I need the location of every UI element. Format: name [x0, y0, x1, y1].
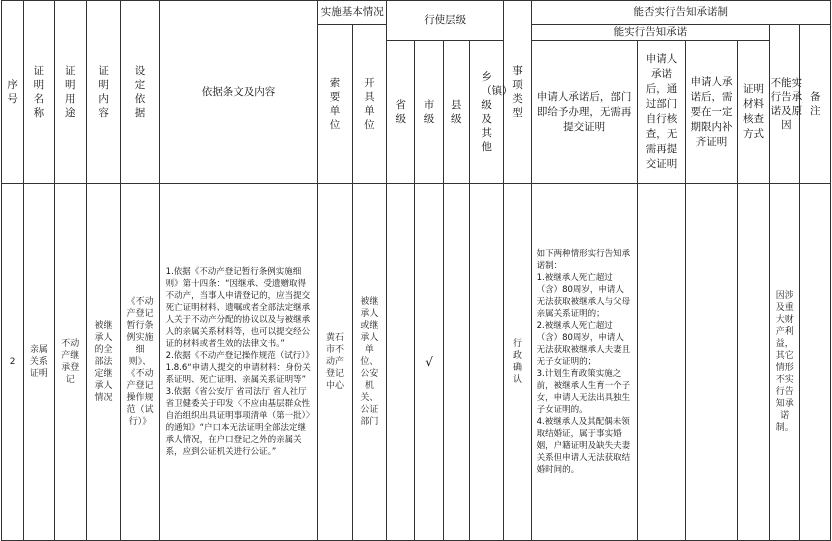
cell-level-county — [443, 184, 469, 541]
header-level-township: 乡（镇）级及其他 — [469, 41, 503, 184]
cell-opt3 — [686, 184, 738, 541]
cell-opt4 — [737, 184, 769, 541]
header-seq: 序号 — [2, 1, 24, 184]
header-level-city: 市级 — [415, 41, 443, 184]
header-cert-content: 证明内容 — [86, 1, 120, 184]
cell-seq: 2 — [2, 184, 24, 541]
header-level-county: 县级 — [443, 41, 469, 184]
header-can-commit: 能实行告知承诺 — [531, 25, 770, 41]
cell-opt2 — [637, 184, 686, 541]
header-opt1: 申请人承诺后，部门即给予办理，无需再提交证明 — [531, 41, 637, 184]
header-impl-group: 实施基本情况 — [318, 1, 387, 25]
header-opt2: 申请人承诺后，通过部门自行核查，无需再提交证明 — [637, 41, 686, 184]
cell-level-township — [469, 184, 503, 541]
cell-level-province — [387, 184, 415, 541]
header-level-group: 行使层级 — [387, 1, 504, 41]
cell-level-city: √ — [415, 184, 443, 541]
header-opt4: 证明材料核查方式 — [737, 41, 769, 184]
header-remark: 备注 — [800, 25, 831, 184]
header-cannot: 不能实行告承诺及原因 — [770, 25, 800, 184]
header-request-unit: 索要单位 — [318, 25, 352, 184]
cell-basis-text: 1.依据《不动产登记暂行条例实施细则》第十四条：“因继承、受遗赠取得不动产，当事人申请登记的，应当提交死亡证明材料、遗嘱或者全部法定继承人关于不动产分配的协议以及与被继承人的亲属关系材料等，也可以提交经公证的材料或者生效的法律文书。” 2.依据《不动产登记操作规范（试行）》1.8.6“申请人提交的申请材料：身份关系证明、死亡证明、亲属关系证明等” 3.依据《省公安厅 省司法厅 省人社厅 省卫健委关于印发〈不应由基层群众性自治组织出具证明事项清单（第一批）〉的通知》“户口本无法证明全部法定继承人情况，在户口登记之外的亲属关系，应到公证机关进行公证。” — [159, 184, 318, 541]
header-cert-use: 证明用途 — [54, 1, 86, 184]
cell-cert-content: 被继承人的全部法定继承人情况 — [86, 184, 120, 541]
header-basis-text: 依据条文及内容 — [159, 1, 318, 184]
cell-basis-setting: 《不动产登记暂行条例实施细则》、《不动产登记操作规范（试行）》 — [121, 184, 159, 541]
cell-issue-unit: 被继承人或继承人单位、公安机关、公证部门 — [352, 184, 386, 541]
table-row — [2, 184, 831, 541]
header-opt3: 申请人承诺后，需要在一定期限内补齐证明 — [686, 41, 738, 184]
cell-cert-use: 不动产继承登记 — [54, 184, 86, 541]
cell-item-type: 行政确认 — [504, 184, 531, 541]
header-commit-group: 能否实行告知承诺制 — [531, 1, 830, 25]
header-level-province: 省级 — [387, 41, 415, 184]
header-item-type: 事项类型 — [504, 1, 531, 184]
cell-request-unit: 黄石市不动产登记中心 — [318, 184, 352, 541]
header-cert-name: 证明名称 — [24, 1, 54, 184]
cell-remark — [800, 184, 831, 541]
header-basis-setting: 设定依据 — [121, 1, 159, 184]
header-issue-unit: 开具单位 — [352, 25, 386, 184]
cell-opt1: 如下两种情形实行告知承诺制： 1.被继承人死亡超过（含）80周岁，申请人无法获取被继承人与父母亲属关系证明的； 2.被继承人死亡超过（含）80周岁，申请人无法获取被继承人夫妻且无子女证明的； 3.计划生育政策实施之前，被继承人生育一个子女，申请人无法出具独生子女证明的。 4.被继承人及其配偶未领取结婚证，属于事实婚姻，户籍证明及缺失夫妻关系但申请人无法获取结婚时间的。 — [531, 184, 637, 541]
certificate-table — [1, 0, 831, 541]
cell-cannot: 因涉及重大财产利益，其它情形不实行告知承诺制。 — [770, 184, 800, 541]
cell-cert-name: 亲属关系证明 — [24, 184, 54, 541]
